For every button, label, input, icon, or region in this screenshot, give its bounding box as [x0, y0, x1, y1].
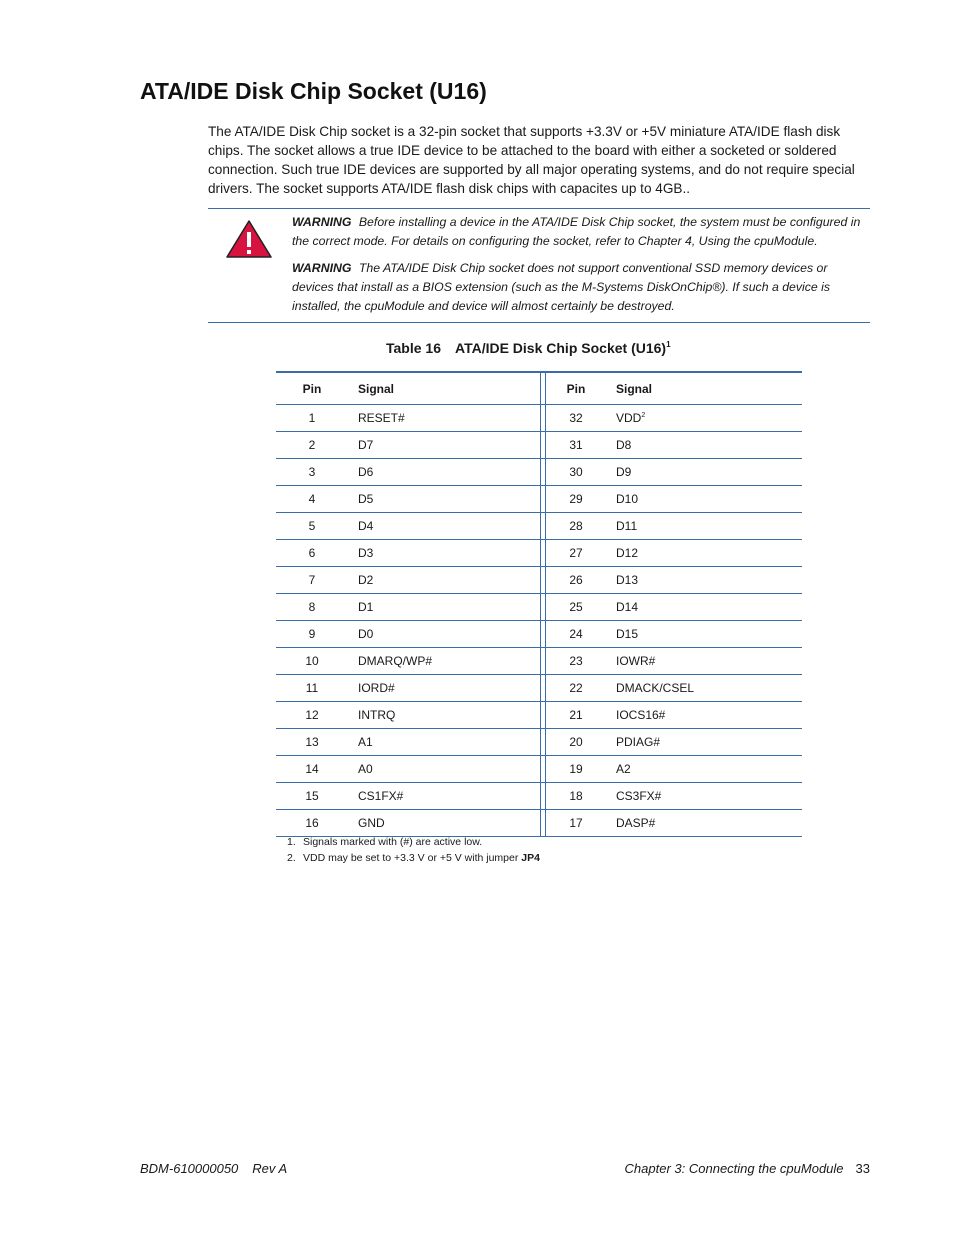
header-signal-left: Signal [358, 381, 395, 396]
signal-left-cell [348, 702, 541, 729]
pin-right-value: 29 [569, 492, 583, 506]
pin-left-value: 7 [308, 573, 316, 587]
signal-left-cell [348, 810, 541, 837]
pin-left-value: 1 [308, 411, 316, 425]
signal-left-cell [348, 540, 541, 567]
signal-left-cell [348, 513, 541, 540]
page-title: ATA/IDE Disk Chip Socket (U16) [140, 78, 487, 104]
signal-left-value: CS1FX# [358, 789, 404, 803]
table-row [276, 648, 802, 675]
footnote-1 [287, 835, 540, 851]
table-row [276, 675, 802, 702]
signal-left-cell [348, 405, 541, 432]
pin-right-cell [546, 432, 607, 459]
table-row [276, 432, 802, 459]
signal-right-value: DASP# [616, 816, 656, 830]
table-row [276, 810, 802, 837]
pin-left-cell [276, 810, 348, 837]
pin-left-cell [276, 405, 348, 432]
footer-right [625, 1161, 870, 1176]
signal-right-cell [606, 810, 802, 837]
pin-right-cell [546, 648, 607, 675]
signal-left-value: D5 [358, 492, 374, 506]
signal-left-cell [348, 459, 541, 486]
pin-right-cell [546, 459, 607, 486]
signal-left-value: IORD# [358, 681, 395, 695]
pin-right-value: 17 [569, 816, 583, 830]
table-row [276, 513, 802, 540]
pin-right-cell [546, 621, 607, 648]
pin-right-value: 30 [569, 465, 583, 479]
signal-left-value: A1 [358, 735, 373, 749]
signal-right-cell [606, 513, 802, 540]
pin-left-value: 6 [308, 546, 316, 560]
pin-left-value: 5 [308, 519, 316, 533]
signal-right-cell [606, 540, 802, 567]
signal-right-value: VDD [616, 411, 642, 425]
footnote-text: VDD may be set to +3.3 V or +5 V with jumper [303, 851, 522, 864]
pin-right-cell [546, 783, 607, 810]
warning-1 [292, 213, 868, 251]
signal-right-cell [606, 459, 802, 486]
footer-left [140, 1161, 287, 1176]
signal-left-value: D1 [358, 600, 374, 614]
warning-label: WARNING [292, 261, 352, 275]
pin-left-cell [276, 756, 348, 783]
table-title-footnote: 1 [666, 340, 671, 349]
pin-right-value: 18 [569, 789, 583, 803]
revision: Rev A [252, 1161, 288, 1176]
signal-right-value: DMACK/CSEL [616, 681, 695, 695]
table-footnotes [287, 835, 540, 866]
pin-left-value: 12 [305, 708, 319, 722]
pin-left-value: 14 [305, 762, 319, 776]
signal-left-cell [348, 567, 541, 594]
table-row [276, 783, 802, 810]
pin-left-value: 4 [308, 492, 316, 506]
warning-text: The ATA/IDE Disk Chip socket does not support conventional SSD memory devices or devices that install as a BIOS extension (such as the M-Systems DiskOnChip®). If such a device is installed, the cpuModule and device will almost certainly be destroyed. [292, 261, 831, 313]
table-row [276, 540, 802, 567]
doc-id: BDM-610000050 [140, 1161, 239, 1176]
signal-left-cell [348, 675, 541, 702]
signal-left-cell [348, 783, 541, 810]
table-header-row [276, 372, 802, 405]
warning-text: Before installing a device in the ATA/IDE Disk Chip socket, the system must be configured in the correct mode. For details on configuring the socket, refer to Chapter 4, Using the cpuModule. [292, 215, 861, 248]
pin-left-cell [276, 486, 348, 513]
table-row [276, 567, 802, 594]
signal-left-value: D0 [358, 627, 374, 641]
warning-box [208, 208, 870, 323]
pin-left-cell [276, 675, 348, 702]
signal-right-cell [606, 648, 802, 675]
pin-right-value: 23 [569, 654, 583, 668]
pin-right-cell [546, 540, 607, 567]
table-row [276, 621, 802, 648]
header-pin-right: Pin [566, 381, 586, 396]
signal-left-cell [348, 756, 541, 783]
signal-right-value: D8 [616, 438, 632, 452]
signal-left-value: D3 [358, 546, 374, 560]
table-title: ATA/IDE Disk Chip Socket (U16) [455, 340, 667, 356]
pin-left-cell [276, 621, 348, 648]
pin-left-value: 15 [305, 789, 319, 803]
header-pin-left: Pin [302, 381, 322, 396]
pin-left-value: 3 [308, 465, 316, 479]
signal-right-cell [606, 621, 802, 648]
signal-right-cell [606, 405, 802, 432]
chapter-title: Chapter 3: Connecting the cpuModule [624, 1161, 844, 1176]
intro-paragraph: The ATA/IDE Disk Chip socket is a 32-pin socket that supports +3.3V or +5V miniature ATA/IDE flash disk chips. The socket allows a true IDE device to be attached to the board with either a socketed or soldered connection. Such true IDE devices are supported by all major operating systems, and do not require special drivers. The socket supports ATA/IDE flash disk chips with capacites up to 4GB.. [208, 124, 855, 196]
footnote-number: 2. [287, 851, 296, 864]
pin-right-cell [546, 702, 607, 729]
signal-left-cell [348, 621, 541, 648]
pin-right-cell [546, 405, 607, 432]
pin-left-value: 11 [305, 681, 319, 695]
table-row [276, 729, 802, 756]
pin-left-cell [276, 648, 348, 675]
pin-left-cell [276, 540, 348, 567]
pin-left-cell [276, 729, 348, 756]
table-row [276, 486, 802, 513]
pin-left-value: 16 [305, 816, 319, 830]
table-caption [386, 340, 671, 356]
signal-right-value: IOWR# [616, 654, 656, 668]
footnote-jumper: JP4 [521, 851, 540, 864]
signal-right-cell [606, 783, 802, 810]
table-number: Table 16 [386, 340, 441, 356]
pin-left-cell [276, 432, 348, 459]
pin-right-cell [546, 810, 607, 837]
signal-right-cell [606, 756, 802, 783]
signal-right-value: D15 [616, 627, 639, 641]
signal-left-value: D6 [358, 465, 374, 479]
pin-left-value: 8 [308, 600, 316, 614]
signal-left-value: A0 [358, 762, 373, 776]
footnote-2 [287, 851, 540, 867]
pin-right-cell [546, 567, 607, 594]
footnote-text: Signals marked with (#) are active low. [303, 836, 483, 848]
pin-right-value: 27 [569, 546, 583, 560]
pin-left-cell [276, 513, 348, 540]
signal-right-value: D12 [616, 546, 639, 560]
signal-left-cell [348, 729, 541, 756]
pin-left-value: 10 [305, 654, 319, 668]
pin-left-value: 13 [305, 735, 319, 749]
table-row [276, 459, 802, 486]
warning-label: WARNING [292, 215, 352, 229]
pin-right-cell [546, 756, 607, 783]
pin-left-cell [276, 459, 348, 486]
signal-left-cell [348, 594, 541, 621]
signal-left-value: D2 [358, 573, 374, 587]
signal-left-value: INTRQ [358, 708, 396, 722]
pin-table [276, 371, 802, 837]
signal-left-cell [348, 648, 541, 675]
signal-right-value: D10 [616, 492, 639, 506]
pin-right-cell [546, 486, 607, 513]
signal-right-cell [606, 675, 802, 702]
pin-right-value: 19 [569, 762, 583, 776]
signal-right-cell [606, 729, 802, 756]
signal-footnote-marker: 2 [641, 412, 646, 419]
pin-right-value: 22 [569, 681, 583, 695]
signal-right-cell [606, 567, 802, 594]
pin-right-cell [546, 594, 607, 621]
header-signal-right: Signal [616, 381, 653, 396]
pin-left-cell [276, 567, 348, 594]
signal-right-value: PDIAG# [616, 735, 661, 749]
pin-left-value: 9 [308, 627, 316, 641]
signal-right-value: D14 [616, 600, 639, 614]
signal-right-cell [606, 594, 802, 621]
warning-2 [292, 259, 868, 316]
signal-left-value: D4 [358, 519, 374, 533]
pin-left-cell [276, 594, 348, 621]
table-row [276, 594, 802, 621]
pin-right-value: 31 [569, 438, 583, 452]
signal-left-value: RESET# [358, 411, 405, 425]
pin-left-cell [276, 783, 348, 810]
signal-left-cell [348, 432, 541, 459]
signal-right-value: CS3FX# [616, 789, 662, 803]
pin-right-value: 24 [569, 627, 583, 641]
pin-right-cell [546, 729, 607, 756]
table-row [276, 702, 802, 729]
pin-left-value: 2 [308, 438, 316, 452]
pin-right-cell [546, 513, 607, 540]
pin-right-value: 26 [569, 573, 583, 587]
warning-triangle-icon [225, 219, 273, 259]
pin-right-value: 20 [569, 735, 583, 749]
table-row [276, 756, 802, 783]
signal-left-value: GND [358, 816, 385, 830]
pin-right-value: 21 [569, 708, 583, 722]
footnote-number: 1. [287, 836, 296, 848]
signal-right-cell [606, 486, 802, 513]
pin-right-value: 32 [569, 411, 583, 425]
signal-right-value: D9 [616, 465, 632, 479]
page-number: 33 [855, 1161, 870, 1176]
signal-right-cell [606, 432, 802, 459]
signal-right-value: IOCS16# [616, 708, 666, 722]
signal-right-value: A2 [616, 762, 631, 776]
table-row [276, 405, 802, 432]
signal-right-value: D11 [616, 519, 638, 533]
pin-right-value: 28 [569, 519, 583, 533]
pin-left-cell [276, 702, 348, 729]
signal-right-cell [606, 702, 802, 729]
signal-left-value: D7 [358, 438, 374, 452]
pin-right-value: 25 [569, 600, 583, 614]
pin-right-cell [546, 675, 607, 702]
signal-right-value: D13 [616, 573, 639, 587]
signal-left-cell [348, 486, 541, 513]
signal-left-value: DMARQ/WP# [358, 654, 433, 668]
